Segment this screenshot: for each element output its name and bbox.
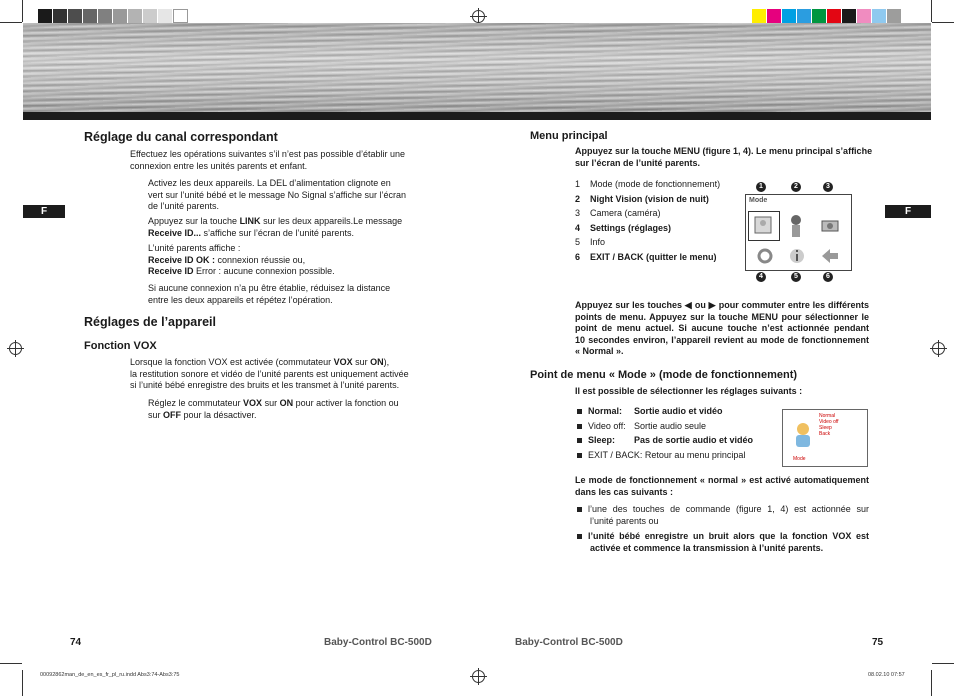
color-swatch (53, 9, 68, 23)
menu-list-item: 3 Camera (caméra) (575, 208, 661, 218)
crop-mark (0, 663, 22, 664)
color-swatch (857, 9, 872, 23)
menu-list-item: 5 Info (575, 237, 606, 247)
canal-step-3: L’unité parents affiche : Receive ID OK : connexion réussie ou, Receive ID Error : aucune connexion possible. (148, 243, 335, 276)
crop-mark (0, 22, 22, 23)
crop-mark (931, 670, 932, 696)
menu-list-item: 2 Night Vision (vision de nuit) (575, 193, 709, 204)
color-swatch (842, 9, 857, 23)
color-swatch (128, 9, 143, 23)
color-swatch (887, 9, 902, 23)
mode-option: Video off: Sortie audio seule (577, 421, 777, 436)
mode-option: Sleep: Pas de sortie audio et vidéo (577, 435, 777, 450)
mode-option: Normal: Sortie audio et vidéo (577, 406, 777, 421)
section-title-reglages: Réglages de l’appareil (84, 315, 216, 329)
color-swatch (782, 9, 797, 23)
color-swatch (68, 9, 83, 23)
process-color-bar (752, 9, 902, 23)
section-title-canal: Réglage du canal correspondant (84, 130, 278, 144)
product-name-left: Baby-Control BC-500D (324, 637, 432, 648)
crop-mark (22, 670, 23, 696)
vox-step: Réglez le commutateur VOX sur ON pour activer la fonction ou sur OFF pour la désactiver. (148, 398, 399, 420)
color-swatch (827, 9, 842, 23)
page-number-left: 74 (70, 637, 82, 648)
registration-mark-icon (932, 342, 945, 355)
color-swatch (797, 9, 812, 23)
color-swatch (767, 9, 782, 23)
mode-auto-text: Le mode de fonctionnement « normal » est activé automatiquement dans les cas suivants : (575, 475, 869, 497)
color-swatch (38, 9, 53, 23)
color-swatch (83, 9, 98, 23)
figure-number-4: 4 (756, 272, 766, 282)
settings-icon (754, 245, 776, 267)
crop-mark (932, 663, 954, 664)
menu-list-item: 4 Settings (réglages) (575, 222, 672, 233)
mode-menu-options: Normal Video off Sleep Back (819, 413, 839, 437)
mode-case-1: l’une des touches de commande (figure 1, 4) est actionnée sur l’unité parents ou (577, 504, 869, 527)
crop-mark (22, 0, 23, 22)
menu-list-item: 1 Mode (mode de fonctionnement) (575, 179, 721, 189)
color-swatch (113, 9, 128, 23)
main-menu-figure: Mode (745, 194, 852, 271)
canal-intro: Effectuez les opérations suivantes s’il n’est pas possible d’établir une connexion entre les unités parents et enfant. (130, 149, 405, 171)
night-vision-icon (786, 213, 806, 239)
color-swatch (872, 9, 887, 23)
canal-step-1: Activez les deux appareils. La DEL d’alimentation clignote en vert sur l’unité bébé et le message No Signal s’affiche sur l’écran de l’unité parents. (148, 178, 406, 211)
canal-step-4: Si aucune connexion n’a pu être établie, réduisez la distance entre les deux appareils et répétez l’opération. (148, 283, 391, 305)
figure-number-3: 3 (823, 182, 833, 192)
language-tab-left: F (23, 205, 65, 218)
color-swatch (752, 9, 767, 23)
header-dark-band (23, 112, 931, 120)
color-swatch (98, 9, 113, 23)
crop-mark (931, 0, 932, 22)
mode-menu-figure: Normal Video off Sleep Back Mode (782, 409, 868, 467)
registration-mark-icon (472, 10, 485, 23)
color-swatch (173, 9, 188, 23)
registration-mark-icon (9, 342, 22, 355)
registration-mark-icon (472, 670, 485, 683)
color-swatch (812, 9, 827, 23)
menu-list (575, 179, 745, 266)
figure-number-6: 6 (823, 272, 833, 282)
section-title-menu: Menu principal (530, 130, 608, 142)
product-name-right: Baby-Control BC-500D (515, 637, 623, 648)
section-title-vox: Fonction VOX (84, 340, 157, 352)
mode-case-2: l’unité bébé enregistre un bruit alors que la fonction VOX est activée et commence la transmission à l’unité parents. (577, 531, 869, 554)
grey-color-bar (38, 9, 188, 23)
menu-list-item: 6 EXIT / BACK (quitter le menu) (575, 251, 717, 262)
figure-number-5: 5 (791, 272, 801, 282)
vox-paragraph: Lorsque la fonction VOX est activée (commutateur VOX sur ON), la restitution sonore et vidéo de l’unité parents est uniquement activée si l’unité bébé enregistre des bruits et les transmet à l’unité parents. (130, 357, 409, 390)
info-icon (786, 245, 808, 267)
menu-intro: Appuyez sur la touche MENU (figure 1, 4). Le menu principal s’affiche sur l’écran de l’unité parents. (575, 146, 873, 168)
language-tab-right: F (885, 205, 931, 218)
crop-mark (932, 22, 954, 23)
page-number-right: 75 (872, 637, 884, 648)
menu-cell-mode (748, 211, 780, 241)
baby-icon (791, 420, 815, 450)
section-title-mode: Point de menu « Mode » (mode de fonctionnement) (530, 369, 798, 381)
mode-icon (749, 212, 779, 240)
slug-filename: 00092862man_de_en_es_fr_pl_ru.indd Abs3:74-Abs3:75 (40, 672, 180, 678)
figure-number-2: 2 (791, 182, 801, 192)
canal-step-2: Appuyez sur la touche LINK sur les deux appareils.Le message Receive ID... s’affiche sur l’écran de l’unité parents. (148, 216, 403, 238)
color-swatch (158, 9, 173, 23)
header-brushed-metal (23, 23, 931, 113)
mode-options-list (577, 406, 777, 464)
camera-icon (818, 213, 844, 239)
mode-intro: Il est possible de sélectionner les réglages suivants : (575, 386, 803, 396)
slug-date: 08.02.10 07:57 (868, 672, 905, 678)
exit-icon (818, 245, 842, 267)
menu-navigation-text: Appuyez sur les touches ◀ ou ▶ pour commuter entre les différents points de menu. Appuyez sur la touche MENU pour sélectionner le point de menu actuel. Si aucune touche n’est actionnée pendant 10 secondes environ, l’appareil revient au mode de fonctionnement « Normal ». (575, 300, 869, 356)
color-swatch (143, 9, 158, 23)
mode-option: EXIT / BACK: Retour au menu principal (577, 450, 777, 465)
figure-number-1: 1 (756, 182, 766, 192)
